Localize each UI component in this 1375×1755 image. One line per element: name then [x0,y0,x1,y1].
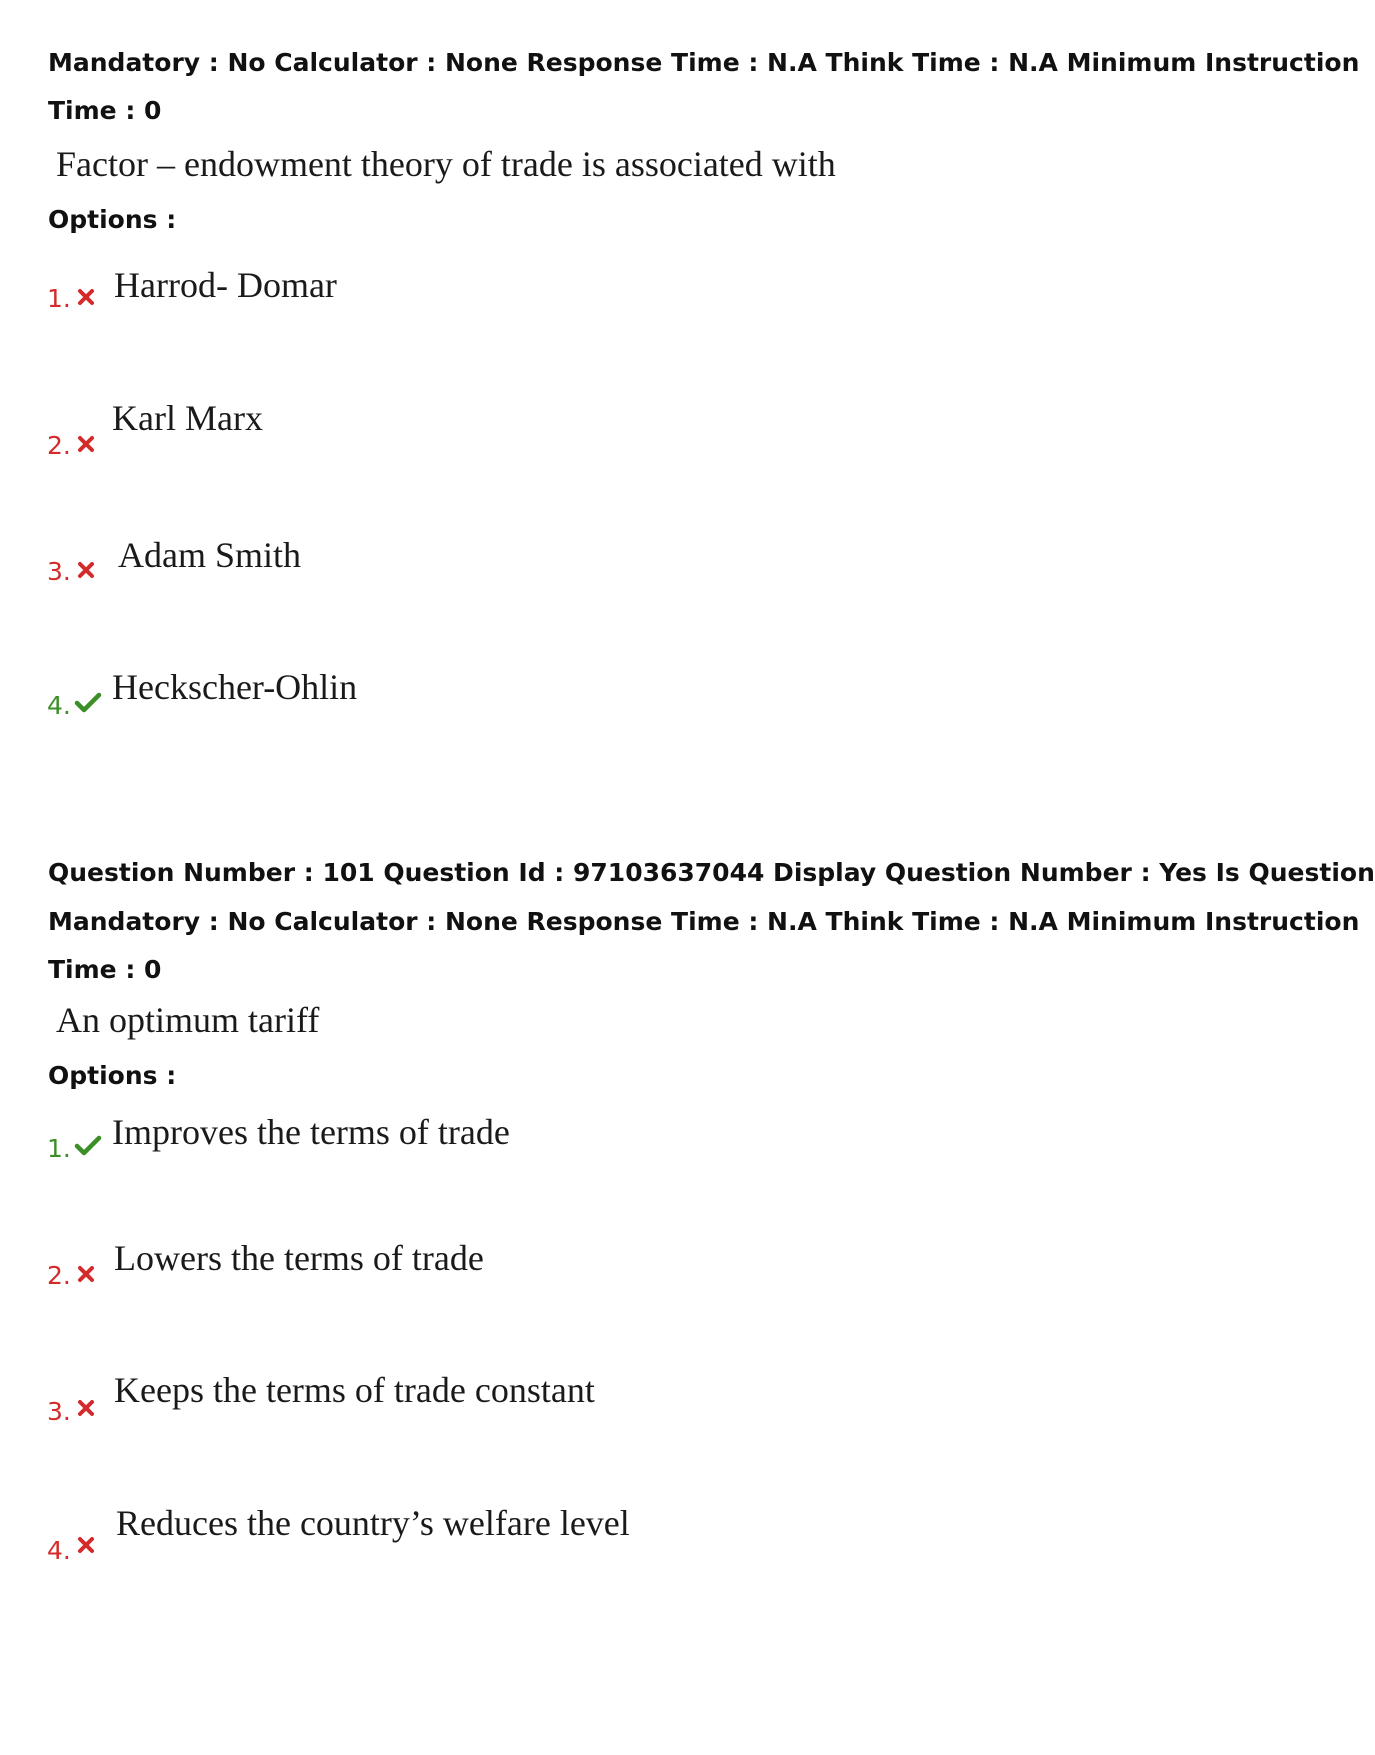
question-1-meta-line-1: Mandatory : No Calculator : None Response Time : N.A Think Time : N.A Minimum Instruction [48,48,1360,77]
option-text: Adam Smith [118,535,302,575]
option-text: Keeps the terms of trade constant [114,1370,595,1410]
option-text: Heckscher-Ohlin [112,667,358,707]
option-number: 4. [47,1536,71,1565]
option-number: 4. [47,691,71,720]
question-2-meta-line-1: Question Number : 101 Question Id : 97103637044 Display Question Number : Yes Is Question [48,858,1375,887]
cross-icon [76,434,100,458]
cross-icon [76,287,100,311]
cross-icon [76,1535,100,1559]
check-icon [74,1133,98,1157]
question-1-meta-line-2: Time : 0 [48,96,162,125]
cross-icon [76,1264,100,1288]
question-2-meta-line-3: Time : 0 [48,955,162,984]
option-number: 2. [47,1261,71,1290]
option-text: Reduces the country’s welfare level [116,1503,630,1543]
option-number: 1. [47,1134,71,1163]
option-number: 3. [47,1397,71,1426]
cross-icon [76,560,100,584]
check-icon [74,690,98,714]
option-text: Harrod- Domar [114,265,337,305]
question-1-options-label: Options : [48,205,177,234]
option-text: Lowers the terms of trade [114,1238,484,1278]
question-2-meta-line-2: Mandatory : No Calculator : None Response Time : N.A Think Time : N.A Minimum Instruction [48,907,1360,936]
question-2-options-label: Options : [48,1061,177,1090]
question-1-text: Factor – endowment theory of trade is associated with [56,144,836,184]
option-number: 2. [47,431,71,460]
option-text: Karl Marx [112,398,263,438]
option-number: 1. [47,284,71,313]
question-2-text: An optimum tariff [56,1000,320,1040]
option-number: 3. [47,557,71,586]
cross-icon [76,1398,100,1422]
option-text: Improves the terms of trade [112,1112,510,1152]
